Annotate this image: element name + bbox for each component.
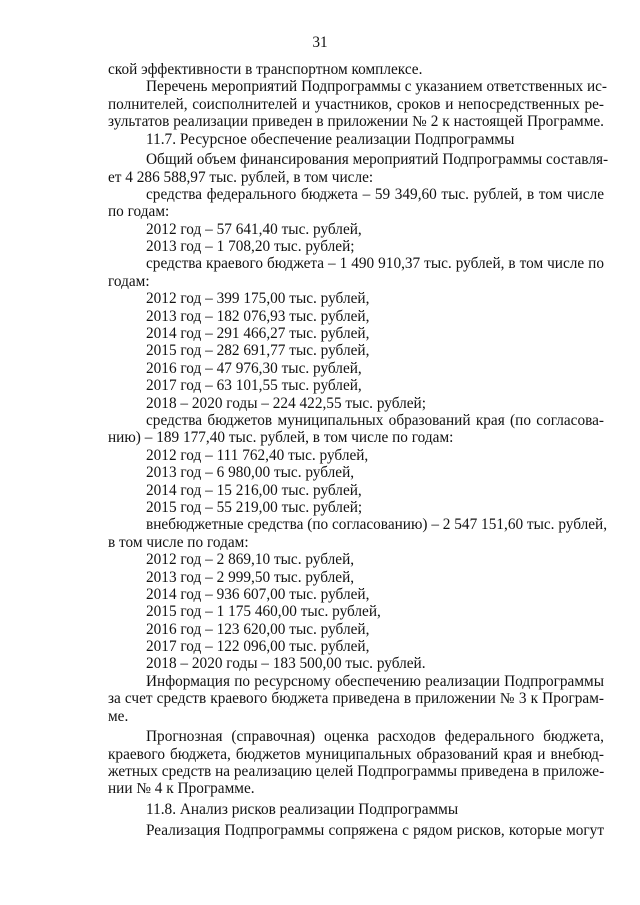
text-line: ет 4 286 588,97 тыс. рублей, в том числе: <box>108 168 374 186</box>
text-line: 2012 год – 2 869,10 тыс. рублей, <box>146 551 355 569</box>
text-line: полнителей, соисполнителей и участников, сроков и непосредственных ре- <box>108 95 604 113</box>
text-line: средства краевого бюджета – 1 490 910,37 тыс. рублей, в том числе по <box>146 255 604 273</box>
text-line: нию) – 189 177,40 тыс. рублей, в том числе по годам: <box>108 429 454 447</box>
text-line: внебюджетные средства (по согласованию) – 2 547 151,60 тыс. рублей, <box>146 516 608 534</box>
text-line: 2016 год – 47 976,30 тыс. рублей, <box>146 359 362 377</box>
text-line: 2013 год – 1 708,20 тыс. рублей; <box>146 238 355 256</box>
text-line: ской эффективности в транспортном комплексе. <box>108 61 423 78</box>
text-line: 2013 год – 6 980,00 тыс. рублей, <box>146 464 355 482</box>
text-line: жетных средств на реализацию целей Подпрограммы приведена в приложе- <box>108 763 605 780</box>
text-line: 2015 год – 55 219,00 тыс. рублей; <box>146 498 363 516</box>
text-line: Общий объем финансирования мероприятий Подпрограммы составля- <box>146 151 609 169</box>
text-line: годам: <box>108 272 150 290</box>
text-line: 2014 год – 291 466,27 тыс. рублей, <box>146 325 370 343</box>
text-line: Информация по ресурсному обеспечению реализации Подпрограммы <box>146 672 604 690</box>
text-line: Реализация Подпрограммы сопряжена с рядом рисков, которые могут <box>146 821 604 839</box>
text-line: 2016 год – 123 620,00 тыс. рублей, <box>146 620 370 638</box>
text-line: Перечень мероприятий Подпрограммы с указанием ответственных ис- <box>146 78 608 96</box>
text-line: нии № 4 к Программе. <box>108 780 255 798</box>
text-line: краевого бюджета, бюджетов муниципальных образований края и внебюд- <box>108 745 604 763</box>
text-line: 2015 год – 282 691,77 тыс. рублей, <box>146 342 370 360</box>
text-line: средства федерального бюджета – 59 349,60 тыс. рублей, в том числе <box>146 185 604 203</box>
text-line: средства бюджетов муниципальных образований края (по согласова- <box>146 412 604 429</box>
text-line: 2012 год – 57 641,40 тыс. рублей, <box>146 220 362 238</box>
text-line: 2012 год – 111 762,40 тыс. рублей, <box>146 446 369 464</box>
text-line: 2015 год – 1 175 460,00 тыс. рублей, <box>146 603 381 621</box>
text-line: зультатов реализации приведен в приложении № 2 к настоящей Программе. <box>108 113 604 131</box>
text-line: 2018 – 2020 годы – 224 422,55 тыс. рублей; <box>146 394 426 412</box>
text-line: 2012 год – 399 175,00 тыс. рублей, <box>146 290 370 308</box>
text-line: в том числе по годам: <box>108 533 249 551</box>
text-line: Прогнозная (справочная) оценка расходов федерального бюджета, <box>146 728 604 746</box>
text-line: 2018 – 2020 годы – 183 500,00 тыс. рублей. <box>146 655 426 673</box>
document-body <box>108 61 609 839</box>
page-number: 31 <box>312 34 328 51</box>
text-line: 2017 год – 122 096,00 тыс. рублей, <box>146 638 370 656</box>
text-line: 2014 год – 936 607,00 тыс. рублей, <box>146 585 370 603</box>
text-line: 2013 год – 182 076,93 тыс. рублей, <box>146 307 370 325</box>
text-line: 11.7. Ресурсное обеспечение реализации Подпрограммы <box>146 130 515 148</box>
text-line: 2014 год – 15 216,00 тыс. рублей, <box>146 481 362 499</box>
text-line: 2013 год – 2 999,50 тыс. рублей, <box>146 568 355 586</box>
text-line: 11.8. Анализ рисков реализации Подпрограммы <box>146 800 459 818</box>
text-line: по годам: <box>108 203 170 221</box>
text-line: ме. <box>108 707 129 725</box>
text-line: за счет средств краевого бюджета приведена в приложении № 3 к Програм- <box>108 690 604 708</box>
text-line: 2017 год – 63 101,55 тыс. рублей, <box>146 377 362 395</box>
